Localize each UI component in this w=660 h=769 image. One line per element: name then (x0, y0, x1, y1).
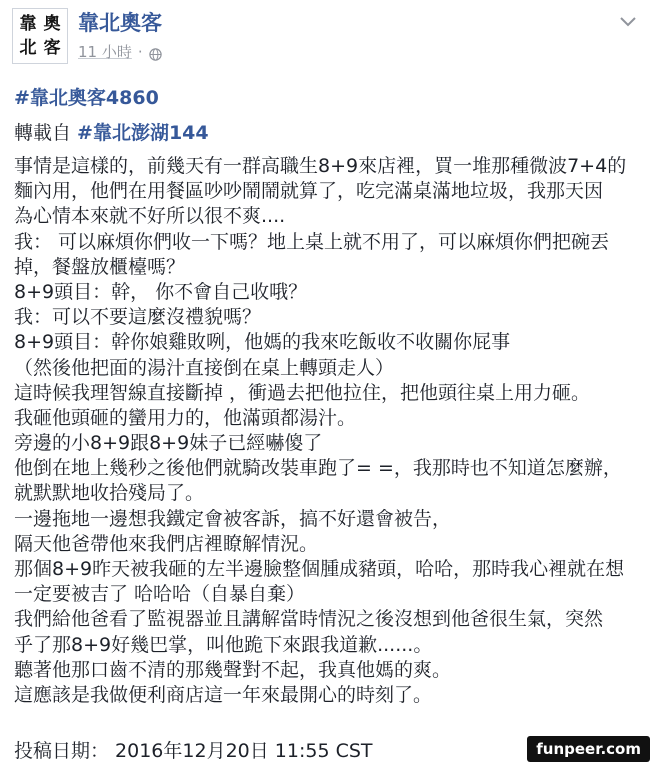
body-line: 隔天他爸帶他來我們店裡瞭解情況。 (14, 532, 319, 555)
body-line: 那個8+9昨天被我砸的左半邊臉整個腫成豬頭，哈哈，那時我心裡就在想 (14, 558, 625, 580)
avatar-char: 客 (43, 38, 61, 58)
body-line: 旁邊的小8+9跟8+9妹子已經嚇傻了 (14, 432, 323, 455)
body-line: 聽著他那口齒不清的那幾聲對不起，我真他媽的爽。 (14, 658, 452, 681)
body-line: 我：可以不要這麼沒禮貌嗎？ (14, 306, 262, 329)
body-line: 掉，餐盤放櫃檯嗎？ (14, 255, 186, 278)
body-line: 8+9頭目：幹， 你不會自己收哦？ (14, 280, 308, 303)
repost-line (14, 121, 209, 145)
repost-prefix: 轉載自 (14, 122, 78, 144)
page-avatar[interactable] (12, 8, 68, 64)
repost-source-hashtag[interactable]: #靠北澎湖144 (77, 122, 209, 144)
post-body (14, 154, 648, 708)
body-line: 乎了那8+9好幾巴掌，叫他跪下來跟我道歉......。 (14, 633, 433, 656)
avatar-char: 奧 (43, 14, 61, 34)
avatar-char: 靠 (19, 14, 37, 34)
avatar-char: 北 (19, 38, 37, 58)
body-line: 8+9頭目：幹你娘雞敗咧，他媽的我來吃飯收不收關你屁事 (14, 331, 511, 354)
post-timestamp-link[interactable]: 11 小時 (78, 43, 132, 61)
submission-date: 投稿日期： 2016年12月20日 11:55 CST (14, 740, 373, 762)
chevron-down-icon[interactable] (616, 14, 640, 28)
post-hashtag-line (14, 86, 159, 110)
post-meta (78, 42, 162, 62)
body-line: 這時候我理智線直接斷掉 ，衝過去把他拉住，把他頭往桌上用力砸。 (14, 381, 591, 404)
body-line: 一邊拖地一邊想我鐵定會被客訴，搞不好還會被告， (14, 507, 452, 530)
body-line: 就默默地收拾殘局了。 (14, 482, 205, 505)
post-header (12, 6, 648, 64)
meta-separator: · (137, 43, 143, 61)
watermark: funpeer.com (527, 736, 650, 762)
body-line: 他倒在地上幾秒之後他們就騎改裝車跑了= =，我那時也不知道怎麼辦， (14, 457, 622, 480)
body-line: 我們給他爸看了監視器並且講解當時情況之後沒想到他爸很生氣，突然 (14, 608, 604, 631)
body-line: 為心情本來就不好所以很不爽.... (14, 205, 286, 228)
globe-icon[interactable] (149, 46, 162, 59)
body-line: 麵內用，他們在用餐區吵吵鬧鬧就算了，吃完滿桌滿地垃圾，我那天因 (14, 180, 604, 203)
body-line: 一定要被吉了 哈哈哈（自暴自棄） (14, 583, 306, 606)
body-line: 我： 可以麻煩你們收一下嗎？地上桌上就不用了，可以麻煩你們把碗丟 (14, 230, 610, 253)
body-line: 我砸他頭砸的蠻用力的，他滿頭都湯汁。 (14, 406, 357, 429)
post-number-hashtag[interactable]: #靠北奧客4860 (14, 87, 159, 109)
body-line: （然後他把面的湯汁直接倒在桌上轉頭走人） (14, 356, 395, 379)
body-line: 這應該是我做便利商店這一年來最開心的時刻了。 (14, 683, 433, 706)
page-name-link[interactable]: 靠北奧客 (78, 11, 162, 35)
body-line: 事情是這樣的，前幾天有一群高職生8+9來店裡，買一堆那種微波7+4的 (14, 155, 627, 177)
